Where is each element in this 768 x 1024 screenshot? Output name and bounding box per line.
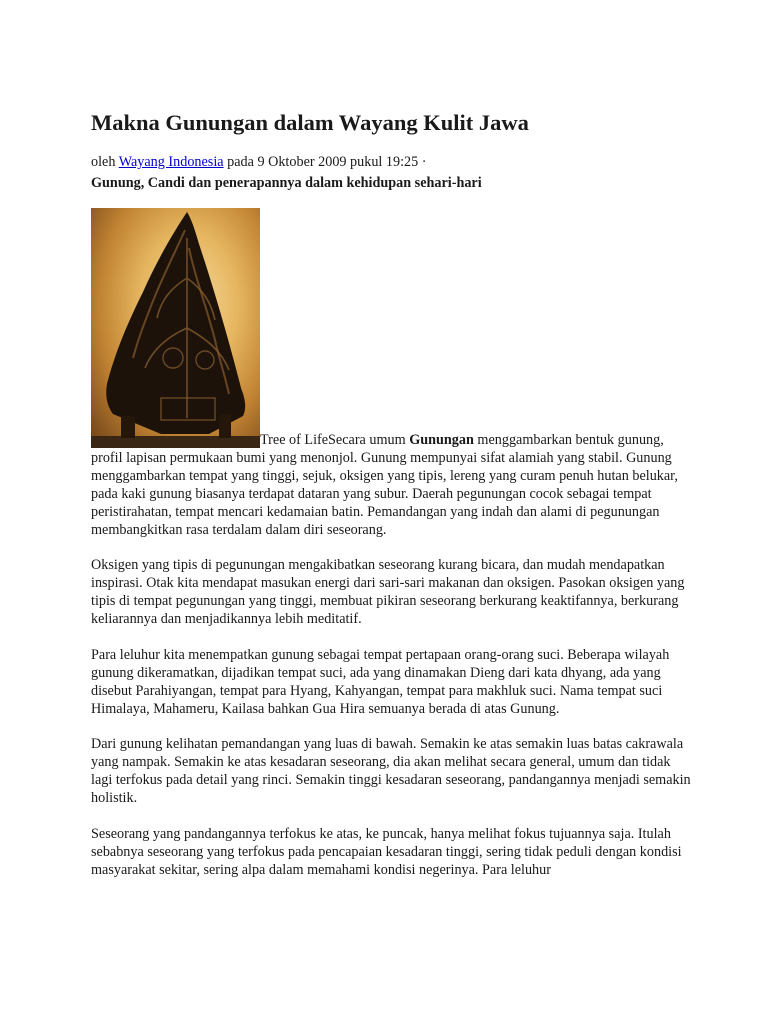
gunungan-term: Gunungan bbox=[409, 432, 474, 448]
byline bbox=[91, 154, 427, 171]
article-body bbox=[91, 432, 691, 897]
article-title: Makna Gunungan dalam Wayang Kulit Jawa bbox=[91, 110, 529, 135]
gunungan-silhouette bbox=[91, 208, 260, 448]
paragraph-2: Oksigen yang tipis di pegunungan mengakibatkan seseorang kurang bicara, dan mudah mendapatkan inspirasi. Otak kita mendapat masukan energi dari sari-sari makanan dan oksigen. Pasokan oksigen yang tipis di tempat pegunungan yang tinggi, membuat pikiran seseorang berkurang keaktifannya, berkurang keliarannya dan menjadikannya lebih meditatif. bbox=[91, 557, 685, 628]
byline-prefix: oleh bbox=[91, 154, 116, 170]
paragraph-3: Para leluhur kita menempatkan gunung sebagai tempat pertapaan orang-orang suci. Beberapa wilayah gunung dikeramatkan, dijadikan tempat suci, ada yang dinamakan Dieng dari kata dhyang, ada yang disebut Parahiyangan, tempat para Hyang, Kahyangan, tempat para makhluk suci. Nama tempat suci Himalaya, Mahameru, Kailasa bahkan Gua Hira semuanya berada di atas Gunung. bbox=[91, 646, 670, 717]
image-caption: Tree of Life bbox=[260, 432, 329, 448]
paragraph-4: Dari gunung kelihatan pemandangan yang luas di bawah. Semakin ke atas semakin luas batas cakrawala yang nampak. Semakin ke atas kesadaran seseorang, dia akan melihat secara general, umum dan tidak lagi terfokus pada detail yang rinci. Semakin tinggi kesadaran seseorang, pandangannya menjadi semakin holistik. bbox=[91, 736, 691, 807]
paragraph-1 bbox=[91, 432, 691, 539]
gunungan-image bbox=[91, 208, 260, 448]
image-inline-spacer bbox=[91, 443, 260, 444]
byline-date: pada 9 Oktober 2009 pukul 19:25 · bbox=[227, 154, 427, 170]
paragraph-1-rest: menggambarkan bentuk gunung, profil lapisan permukaan bumi yang menonjol. Gunung mempunyai sifat alamiah yang stabil. Gunung menggambarkan tempat yang tinggi, sejuk, oksigen yang tipis, lereng yang curam penuh hutan belukar, pada kaki gunung biasanya terdapat dataran yang subur. Daerah pegunungan cocok sebagai tempat peristirahatan, tempat mencari kedamaian batin. Pemandangan yang indah dan alami di pegunungan membangkitkan rasa terdalam dalam diri seseorang. bbox=[91, 432, 678, 538]
article-subtitle: Gunung, Candi dan penerapannya dalam kehidupan sehari-hari bbox=[91, 175, 482, 191]
paragraph-1-lead: Secara umum bbox=[328, 432, 410, 448]
author-link[interactable]: Wayang Indonesia bbox=[118, 154, 224, 170]
paragraph-5: Seseorang yang pandangannya terfokus ke atas, ke puncak, hanya melihat fokus tujuannya saja. Itulah sebabnya seseorang yang terfokus pada pencapaian kesadaran tinggi, sering tidak peduli dengan kondisi masyarakat sekitar, sering alpa dalam memahami kondisi negerinya. Para leluhur bbox=[91, 825, 682, 878]
